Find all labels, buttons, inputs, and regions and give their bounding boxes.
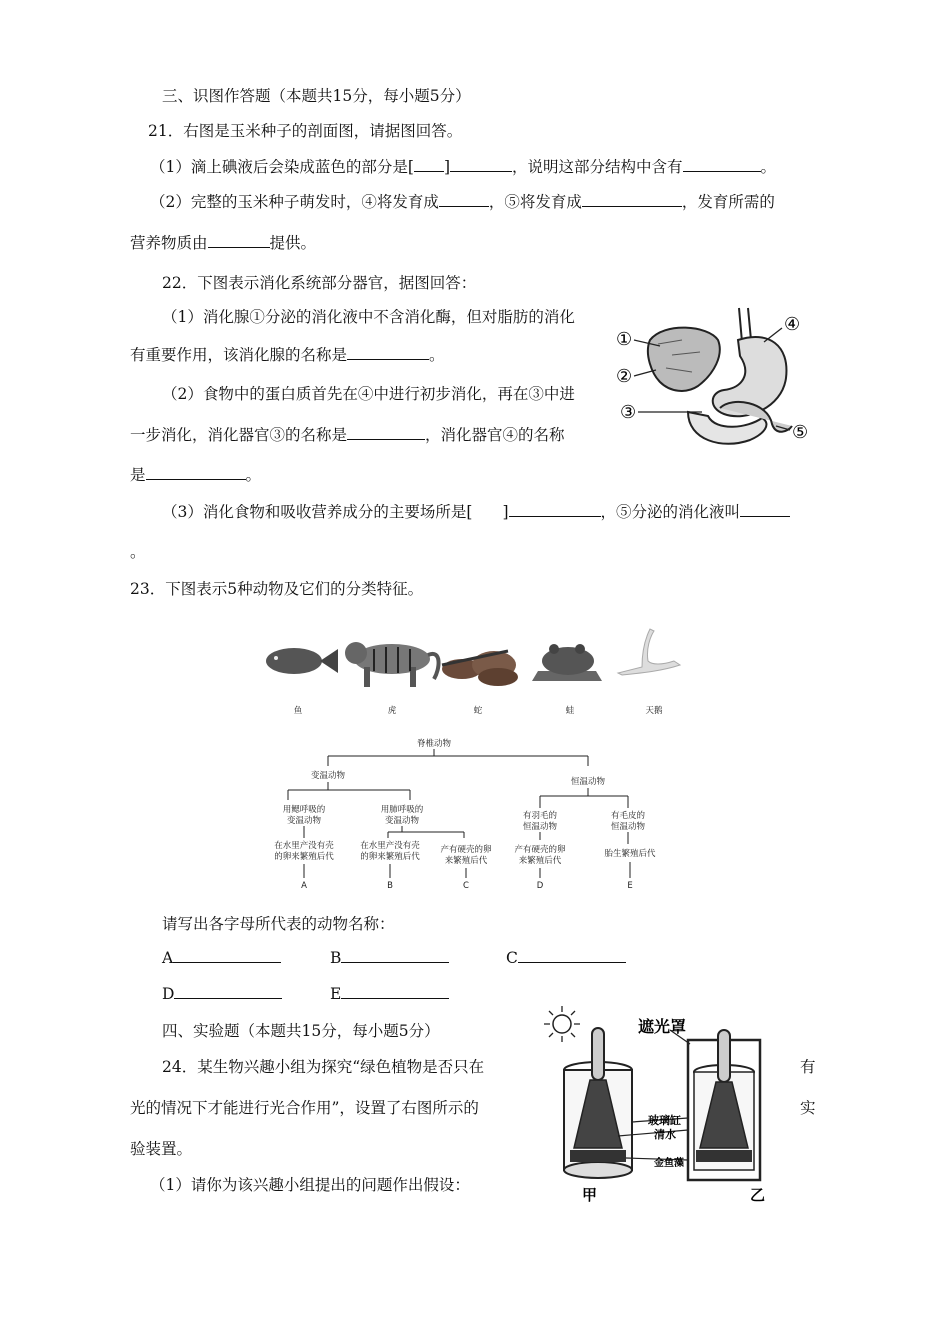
q22-p1-line2 (130, 343, 445, 365)
swan-image (618, 629, 680, 675)
tree-cold-blooded: 变温动物 (310, 771, 346, 781)
q22-p2-line3 (130, 463, 261, 485)
label-cover: 遮光罩 (638, 1017, 687, 1036)
q22-p1-l2-text-b: 。 (429, 346, 445, 364)
q21-p2-l2-text-a: 营养物质由 (130, 234, 208, 252)
animal-label-frog: 蛙 (565, 706, 575, 716)
section-4-title: 四、实验题（本题共15分，每小题5分） (162, 1022, 440, 1040)
q24-part1: （1）请你为该兴趣小组提出的问题作出假设： (150, 1176, 470, 1194)
tree-letter-b: B (387, 881, 393, 891)
q22-p3-text-a: （3）消化食物和吸收营养成分的主要场所是 (162, 503, 467, 521)
tree-leaf-a-2: 的卵来繁殖后代 (274, 852, 334, 862)
q24-line2-a: 光的情况下才能进行光合作用”，设置了右图所示的 (130, 1099, 479, 1117)
tree-leaf-d-2: 来繁殖后代 (518, 856, 562, 866)
q21-stem: 21．右图是玉米种子的剖面图，请据图回答。 (148, 122, 463, 140)
q22-p3-text-b: ，⑤分泌的消化液叫 (600, 503, 741, 521)
q21-p2-blank-3[interactable] (208, 233, 270, 248)
animals-figure (262, 625, 692, 720)
answer-e-letter: E (330, 985, 342, 1003)
animal-label-swan: 天鹅 (645, 706, 663, 716)
tree-fur-1: 有毛皮的 (610, 811, 646, 821)
tree-leaf-c-1: 产有硬壳的卵 (440, 845, 492, 855)
classification-tree (268, 732, 688, 892)
q23-instruction: 请写出各字母所代表的动物名称： (162, 915, 395, 933)
animal-label-fish: 鱼 (293, 706, 303, 716)
q22-p1-l2-text-a: 有重要作用，该消化腺的名称是 (130, 346, 348, 364)
q21-p2-blank-2[interactable] (582, 192, 682, 207)
animal-label-tiger: 虎 (387, 706, 397, 716)
label-fishweed: 金鱼藻 (654, 1158, 684, 1169)
q21-p2-text-a: （2）完整的玉米种子萌发时，④将发育成 (150, 193, 439, 211)
q22-p2-l2-text-a: 一步消化，消化器官③的名称是 (130, 426, 348, 444)
q21-p1-bracket[interactable]: [ ] (407, 158, 450, 176)
q22-p2-line2 (130, 423, 565, 445)
q23-stem: 23．下图表示5种动物及它们的分类特征。 (130, 580, 424, 598)
q21-p2-blank-1[interactable] (439, 192, 489, 207)
duodenum-shape (688, 412, 766, 444)
tree-leaf-d-1: 产有硬壳的卵 (514, 845, 566, 855)
tree-fur-2: 恒温动物 (610, 822, 646, 832)
digestive-label-2: ② (616, 366, 633, 387)
tree-leaf-e: 胎生繁殖后代 (604, 849, 656, 859)
q21-p1-text-a: （1）滴上碘液后会染成蓝色的部分是 (150, 158, 408, 176)
liver-shape (648, 328, 720, 391)
q21-p2-text-c: ，发育所需的 (681, 193, 775, 211)
tree-gill-1: 用鳃呼吸的 (282, 805, 326, 815)
q24-line2-b: 实 (800, 1099, 816, 1117)
answer-e-blank[interactable] (341, 984, 449, 999)
digestive-system-figure (612, 300, 817, 458)
tree-letter-e: E (627, 881, 633, 891)
digestive-label-4: ④ (784, 314, 801, 335)
snake-image (442, 651, 518, 686)
q21-p2-text-b: ，⑤将发育成 (488, 193, 582, 211)
answer-e (330, 984, 449, 1003)
q22-p3-end: 。 (130, 543, 146, 561)
answer-c (506, 948, 626, 967)
q22-p2-line1: （2）食物中的蛋白质首先在④中进行初步消化，再在③中进 (162, 385, 575, 403)
tree-leaf-a-1: 在水里产没有壳 (274, 841, 334, 851)
answer-d-blank[interactable] (174, 984, 282, 999)
q22-p1-blank[interactable] (347, 345, 429, 360)
tree-lung-1: 用肺呼吸的 (380, 805, 424, 815)
tiger-image (345, 642, 439, 687)
label-glass: 玻璃缸 (648, 1114, 681, 1127)
experiment-figure (538, 1000, 788, 1210)
answer-d-letter: D (162, 985, 175, 1003)
tree-leaf-b-2: 的卵来繁殖后代 (360, 852, 420, 862)
tree-leaf-c-2: 来繁殖后代 (444, 856, 488, 866)
q21-part1 (150, 155, 776, 177)
digestive-label-3: ③ (620, 402, 637, 423)
tree-warm-blooded: 恒温动物 (570, 777, 606, 787)
frog-image (532, 644, 602, 681)
section-3-title: 三、识图作答题（本题共15分，每小题5分） (162, 87, 471, 105)
answer-b-blank[interactable] (341, 948, 449, 963)
animal-label-snake: 蛇 (473, 706, 483, 716)
label-water: 清水 (654, 1128, 676, 1141)
answer-a-blank[interactable] (173, 948, 281, 963)
tree-root: 脊椎动物 (416, 739, 452, 749)
fish-image (266, 648, 338, 674)
tree-letter-a: A (301, 881, 307, 891)
jar-right (688, 1030, 760, 1180)
q24-line1-a: 24．某生物兴趣小组为探究“绿色植物是否只在 (162, 1058, 485, 1076)
q22-p1-line1: （1）消化腺①分泌的消化液中不含消化酶，但对脂肪的消化 (162, 308, 575, 326)
q22-p2-blank-2[interactable] (146, 465, 246, 480)
q21-part2-line2 (130, 231, 316, 253)
label-yi: 乙 (750, 1186, 766, 1204)
q21-p1-blank-1[interactable] (450, 157, 512, 172)
q22-p3-blank-1[interactable] (509, 502, 601, 517)
q21-p1-text-c: 。 (760, 158, 777, 176)
q22-p2-l3-text-a: 是 (130, 466, 146, 484)
q22-stem: 22．下图表示消化系统部分器官，据图回答： (162, 274, 477, 292)
answer-a (162, 948, 281, 967)
q22-p2-l2-text-b: ，消化器官④的名称 (425, 426, 565, 444)
tree-feather-2: 恒温动物 (522, 822, 558, 832)
answer-a-letter: A (162, 949, 174, 967)
label-jia: 甲 (582, 1186, 598, 1204)
answer-b (330, 948, 449, 967)
answer-c-letter: C (506, 949, 518, 967)
q22-p2-l3-text-b: 。 (245, 466, 262, 484)
tree-leaf-b-1: 在水里产没有壳 (360, 841, 420, 851)
sun-icon (544, 1006, 580, 1042)
answer-c-blank[interactable] (518, 948, 626, 963)
digestive-label-1: ① (616, 329, 633, 350)
answer-d (162, 984, 282, 1003)
q24-line1-b: 有 (800, 1058, 816, 1076)
digestive-label-5: ⑤ (792, 422, 809, 443)
q22-p3-blank-2[interactable] (740, 502, 790, 517)
tree-lung-2: 变温动物 (384, 816, 420, 826)
q22-p3 (162, 500, 790, 522)
q24-line3: 验装置。 (130, 1140, 193, 1158)
jar-left (564, 1028, 632, 1178)
tree-letter-d: D (536, 881, 544, 891)
q22-p3-bracket[interactable]: [ ] (466, 503, 509, 521)
tree-feather-1: 有羽毛的 (522, 811, 558, 821)
q21-part2 (150, 190, 775, 212)
tree-letter-c: C (463, 881, 469, 891)
q21-p2-l2-text-b: 提供。 (269, 234, 317, 252)
q21-p1-blank-2[interactable] (683, 157, 761, 172)
tree-gill-2: 变温动物 (286, 816, 322, 826)
answer-b-letter: B (330, 949, 342, 967)
q22-p2-blank-1[interactable] (347, 425, 425, 440)
q21-p1-text-b: ，说明这部分结构中含有 (512, 158, 683, 176)
